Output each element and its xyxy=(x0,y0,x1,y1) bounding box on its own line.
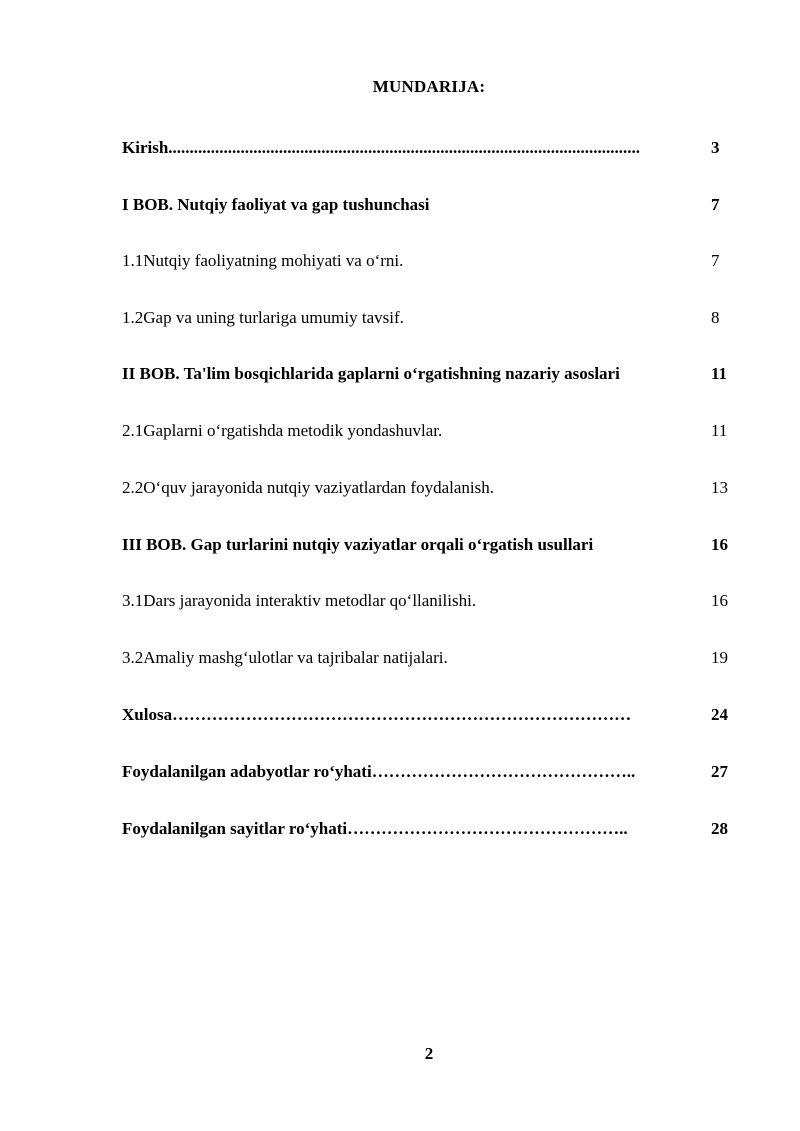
toc-entry xyxy=(122,476,742,500)
toc-entry-page: 16 xyxy=(711,535,728,554)
toc-entry-page: 28 xyxy=(711,819,728,838)
toc-entry-page: 13 xyxy=(711,478,728,497)
toc-entry-page: 19 xyxy=(711,648,728,667)
toc-entry xyxy=(122,193,742,217)
toc-entry-label: 3.2Amaliy mashg‘ulotlar va tajribalar natijalari. xyxy=(122,648,448,667)
toc-entry-label: Foydalanilgan adabyotlar ro‘yhati……………………………………….. xyxy=(122,762,636,781)
page-number: 2 xyxy=(424,1044,434,1063)
toc-entry-label: III BOB. Gap turlarini nutqiy vaziyatlar orqali o‘rgatish usullari xyxy=(122,535,594,554)
toc-entry-page: 8 xyxy=(711,308,720,327)
toc-entry xyxy=(122,249,742,273)
toc-entry-page: 11 xyxy=(711,364,728,383)
toc-entry-page: 11 xyxy=(711,421,728,440)
toc-entry-label: 2.1Gaplarni o‘rgatishda metodik yondashuvlar. xyxy=(122,421,443,440)
toc-entry-label: Foydalanilgan sayitlar ro‘yhati………………………………………….. xyxy=(122,819,628,838)
toc-entry xyxy=(122,817,742,841)
toc-entry-label: Kirish............................................................................................................... xyxy=(122,138,641,157)
toc-entry-page: 16 xyxy=(711,591,728,610)
toc-entry-page: 27 xyxy=(711,762,728,781)
toc-entry-page: 7 xyxy=(711,251,720,270)
toc-entry xyxy=(122,306,742,330)
toc-entry-label: II BOB. Ta'lim bosqichlarida gaplarni o‘rgatishning nazariy asoslari xyxy=(122,364,620,383)
toc-entry-label: 3.1Dars jarayonida interaktiv metodlar qo‘llanilishi. xyxy=(122,591,477,610)
toc-entry xyxy=(122,419,742,443)
toc-entry xyxy=(122,589,742,613)
toc-entry xyxy=(122,646,742,670)
toc-entry-page: 3 xyxy=(711,138,720,157)
toc-entry-label: 2.2O‘quv jarayonida nutqiy vaziyatlardan foydalanish. xyxy=(122,478,494,497)
toc-entry xyxy=(122,362,742,386)
toc-entry xyxy=(122,136,742,160)
toc-entry xyxy=(122,533,742,557)
toc-entry xyxy=(122,703,742,727)
page-title: MUNDARIJA: xyxy=(372,77,486,96)
toc-entry-label: Xulosa……………………………………………………………………… xyxy=(122,705,632,724)
toc-entry-label: 1.2Gap va uning turlariga umumiy tavsif. xyxy=(122,308,404,327)
toc-entry-label: I BOB. Nutqiy faoliyat va gap tushunchasi xyxy=(122,195,430,214)
toc-entry-label: 1.1Nutqiy faoliyatning mohiyati va o‘rni. xyxy=(122,251,404,270)
toc-entry xyxy=(122,760,742,784)
toc-entry-page: 24 xyxy=(711,705,728,724)
toc-entry-page: 7 xyxy=(711,195,720,214)
